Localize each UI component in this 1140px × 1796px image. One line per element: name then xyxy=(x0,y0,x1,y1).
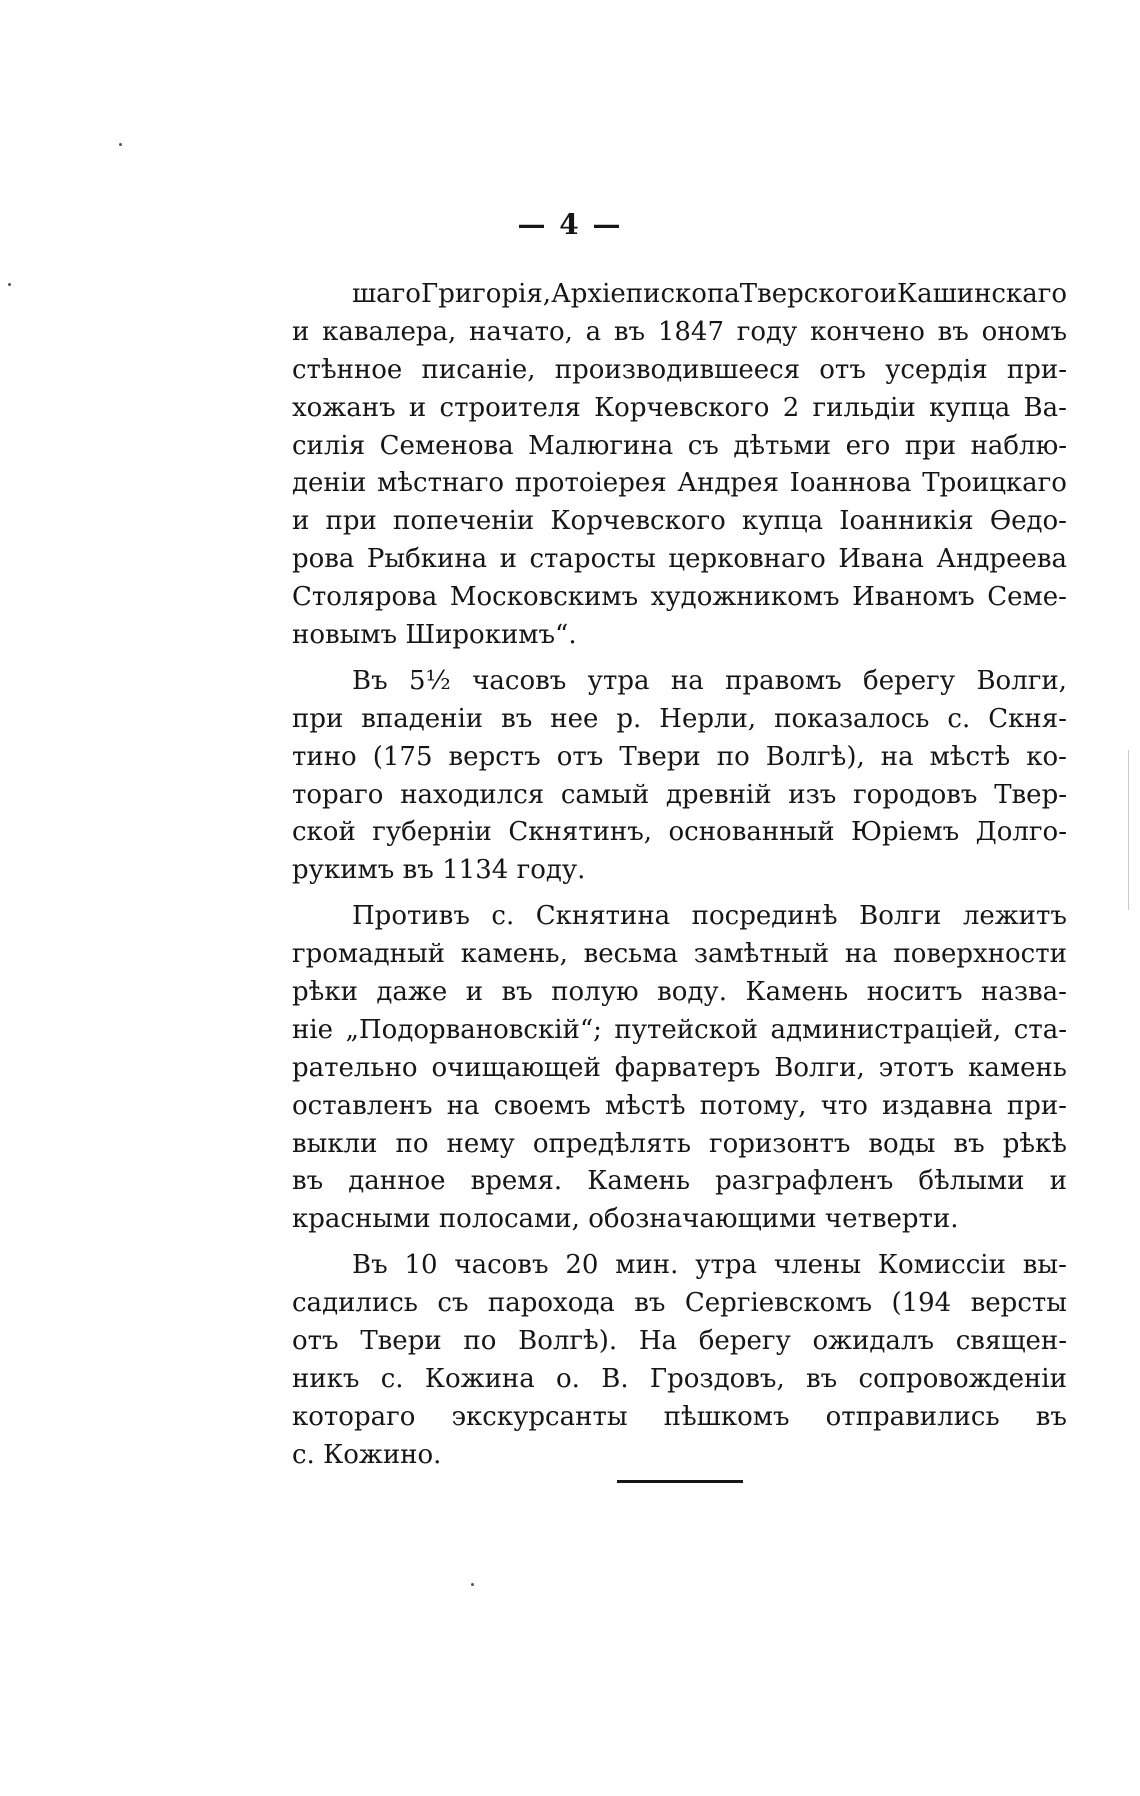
text-line xyxy=(292,936,1067,974)
word: красными xyxy=(292,1204,431,1235)
text-line xyxy=(292,974,1067,1012)
word: въ xyxy=(292,1166,324,1197)
word: отъ xyxy=(819,354,866,385)
word: ожидалъ xyxy=(812,1326,934,1357)
word: Въ xyxy=(352,1250,388,1281)
word: администраціей, xyxy=(770,1014,1002,1045)
text-line xyxy=(292,1361,1067,1399)
word: посрединѣ xyxy=(691,901,838,932)
word: и xyxy=(465,977,484,1008)
text-line xyxy=(292,814,1067,852)
word: Волги xyxy=(859,901,942,932)
word: Комиссіи xyxy=(877,1250,1006,1281)
text-line xyxy=(292,1163,1067,1201)
word: по xyxy=(395,1128,429,1159)
word: изъ xyxy=(788,779,837,810)
word: весьма xyxy=(583,939,679,970)
word: Семенова xyxy=(379,430,514,461)
word: и xyxy=(1049,1166,1067,1197)
word: ніе xyxy=(292,1014,334,1045)
word: древній xyxy=(665,779,772,810)
word: силія xyxy=(292,430,366,461)
word: полосами, xyxy=(438,1204,580,1235)
word: въ xyxy=(402,855,434,886)
word: и xyxy=(499,544,517,575)
word: поверхности xyxy=(893,939,1067,970)
word: на xyxy=(446,1090,480,1121)
scan-speck xyxy=(8,283,11,286)
word: церковнаго xyxy=(668,544,826,575)
text-line xyxy=(292,1201,1067,1239)
word: купца xyxy=(741,506,824,537)
word: вы- xyxy=(1022,1250,1067,1281)
word: Корчевского xyxy=(550,506,726,537)
word: 10 xyxy=(404,1250,438,1281)
word: Столярова xyxy=(292,582,438,613)
word: пѣшкомъ xyxy=(663,1401,790,1432)
word: впаденіи xyxy=(361,703,484,734)
word: лежитъ xyxy=(962,901,1067,932)
word: фарватеръ xyxy=(614,1052,761,1083)
text-line xyxy=(292,1050,1067,1088)
word: Нерли, xyxy=(659,703,757,734)
word: Кожина xyxy=(424,1363,535,1394)
word: Иваномъ xyxy=(852,582,975,613)
word: потому, xyxy=(699,1090,807,1121)
word: при- xyxy=(1006,354,1067,385)
word: Семе- xyxy=(987,582,1067,613)
text-line xyxy=(292,314,1067,352)
word: камень, xyxy=(460,939,568,970)
scan-speck xyxy=(471,1583,474,1586)
word: Андрея xyxy=(677,468,779,499)
word: правомъ xyxy=(725,665,842,696)
word: тораго xyxy=(292,779,384,810)
word: гильдіи xyxy=(812,392,916,423)
text-line xyxy=(292,503,1067,541)
text-line xyxy=(292,1285,1067,1323)
word: утра xyxy=(587,665,650,696)
word: Волги, xyxy=(976,665,1067,696)
text-line xyxy=(292,1323,1067,1361)
word: мин. xyxy=(615,1250,679,1281)
word: а xyxy=(585,316,602,347)
word: Рыбкина xyxy=(366,544,488,575)
word: рѣкѣ xyxy=(1002,1128,1067,1159)
word: Ѳедо- xyxy=(989,506,1067,537)
word: парохода xyxy=(487,1288,615,1319)
word: Архіепископа xyxy=(551,279,740,309)
word: р. xyxy=(616,703,642,734)
word: время. xyxy=(470,1166,563,1197)
word: часовъ xyxy=(454,1250,549,1281)
scan-edge-line xyxy=(1128,750,1129,910)
word: назва- xyxy=(980,977,1067,1008)
word: мѣстѣ xyxy=(604,1090,686,1121)
word: „Подорвановскій“; xyxy=(345,1014,602,1045)
word: городовъ xyxy=(853,779,978,810)
word: рова xyxy=(292,544,355,575)
word: бѣлыми xyxy=(918,1166,1025,1197)
word: этотъ xyxy=(878,1052,955,1083)
word: Твер- xyxy=(994,779,1067,810)
word: воды xyxy=(868,1128,936,1159)
word: издавна xyxy=(882,1090,993,1121)
word: кавалера, xyxy=(322,316,457,347)
word: ко- xyxy=(1026,741,1067,772)
word: Ва- xyxy=(1023,392,1067,423)
word: отправились xyxy=(825,1401,1000,1432)
word: при- xyxy=(1006,1090,1067,1121)
word: разграфленъ xyxy=(715,1166,894,1197)
scan-speck xyxy=(119,143,122,146)
word: съ xyxy=(687,430,719,461)
word: Малюгина xyxy=(528,430,674,461)
word: громадный xyxy=(292,939,446,970)
word: году. xyxy=(516,855,586,886)
word: въ xyxy=(806,1363,838,1394)
word: ской xyxy=(292,817,356,848)
word: рукимъ xyxy=(292,855,395,886)
word: въ xyxy=(1035,1401,1067,1432)
page-number: — 4 — xyxy=(517,208,623,241)
word: никъ xyxy=(292,1363,360,1394)
word: что xyxy=(820,1090,868,1121)
text-line xyxy=(292,739,1067,777)
word: Корчевского xyxy=(594,392,770,423)
word: данное xyxy=(348,1166,446,1197)
word: отъ xyxy=(292,1326,339,1357)
word: мѣстнаго xyxy=(377,468,505,499)
paragraph xyxy=(292,276,1067,655)
text-line xyxy=(292,1437,1067,1475)
paragraph-gap xyxy=(292,655,1067,663)
word: сопровожденіи xyxy=(858,1363,1067,1394)
word: художникомъ xyxy=(650,582,840,613)
text-line xyxy=(292,276,1067,314)
word: Противъ xyxy=(352,901,470,932)
word: нему xyxy=(446,1128,515,1159)
word: члены xyxy=(773,1250,862,1281)
word: кончено xyxy=(810,316,925,347)
word: Московскимъ xyxy=(449,582,639,613)
word: въ xyxy=(634,1288,666,1319)
word: с. xyxy=(380,1363,404,1394)
word: путейской xyxy=(614,1014,758,1045)
word: садились xyxy=(292,1288,418,1319)
word: очищающей xyxy=(431,1052,601,1083)
word: купца xyxy=(929,392,1011,423)
word: въ xyxy=(613,316,646,347)
word: году xyxy=(736,316,798,347)
word: съ xyxy=(437,1288,469,1319)
word: Іоаннова xyxy=(789,468,912,499)
text-line xyxy=(292,701,1067,739)
word: усердія xyxy=(885,354,988,385)
word: по xyxy=(463,1326,497,1357)
word: при xyxy=(904,430,957,461)
word: наблю- xyxy=(970,430,1067,461)
text-line xyxy=(292,898,1067,936)
text-line xyxy=(292,1126,1067,1164)
word: замѣтный xyxy=(693,939,830,970)
text-line xyxy=(292,1012,1067,1050)
paragraph-gap xyxy=(292,890,1067,898)
word: верстъ xyxy=(448,741,541,772)
word: строителя xyxy=(439,392,581,423)
text-line xyxy=(292,1247,1067,1285)
word: священ- xyxy=(955,1326,1067,1357)
word: экскурсанты xyxy=(451,1401,628,1432)
word: въ xyxy=(953,1128,985,1159)
text-line xyxy=(292,541,1067,579)
word: на xyxy=(844,939,878,970)
word: и xyxy=(879,279,897,309)
word: дѣтьми xyxy=(733,430,832,461)
text-line xyxy=(292,663,1067,701)
word: выкли xyxy=(292,1128,378,1159)
word: 20 xyxy=(565,1250,599,1281)
word: камень xyxy=(968,1052,1067,1083)
word: на xyxy=(670,665,704,696)
word: Сергіевскомъ xyxy=(684,1288,873,1319)
word: горизонтъ xyxy=(709,1128,851,1159)
word: часовъ xyxy=(472,665,567,696)
word: четверти. xyxy=(824,1204,959,1235)
word: старосты xyxy=(529,544,656,575)
word: Тверского xyxy=(739,279,880,309)
word: своемъ xyxy=(493,1090,591,1121)
word: Въ xyxy=(352,665,388,696)
word: (175 xyxy=(372,741,433,772)
word: новымъ xyxy=(292,620,398,651)
word: оставленъ xyxy=(292,1090,433,1121)
word: 1134 xyxy=(442,855,509,886)
word: Гроздовъ, xyxy=(649,1363,785,1394)
word: Волгѣ), xyxy=(765,741,865,772)
text-line xyxy=(292,617,1067,655)
word: рательно xyxy=(292,1052,418,1083)
paragraph xyxy=(292,898,1067,1239)
word: его xyxy=(845,430,891,461)
word: при xyxy=(325,506,377,537)
word: хожанъ xyxy=(292,392,396,423)
text-line xyxy=(292,428,1067,466)
word: находился xyxy=(400,779,545,810)
word: полую xyxy=(551,977,639,1008)
word: Волги, xyxy=(774,1052,865,1083)
word: Твери xyxy=(360,1326,442,1357)
word: даже xyxy=(376,977,448,1008)
word: Андреева xyxy=(936,544,1067,575)
word: утра xyxy=(695,1250,758,1281)
word: и xyxy=(292,506,310,537)
word: воду. xyxy=(657,977,727,1008)
word: Ивана xyxy=(838,544,924,575)
word: Григорія, xyxy=(420,279,552,309)
text-line xyxy=(292,1088,1067,1126)
word: Іоанникія xyxy=(839,506,974,537)
text-line xyxy=(292,852,1067,890)
word: писаніе, xyxy=(421,354,536,385)
word: 1847 xyxy=(657,316,724,347)
word: ономъ xyxy=(981,316,1067,347)
word: протоіерея xyxy=(514,468,667,499)
word: показалось xyxy=(774,703,930,734)
word: с. xyxy=(292,1439,315,1470)
word: тино xyxy=(292,741,357,772)
word: Волгѣ). xyxy=(518,1326,618,1357)
word: начато, xyxy=(469,316,573,347)
word: версты xyxy=(970,1288,1067,1319)
word: На xyxy=(638,1326,678,1357)
word: нее xyxy=(550,703,599,734)
paragraph-gap xyxy=(292,1239,1067,1247)
text-line xyxy=(292,1399,1067,1437)
word: с. xyxy=(491,901,515,932)
text-line xyxy=(292,777,1067,815)
word: по xyxy=(716,741,750,772)
word: Камень xyxy=(745,977,849,1008)
word: Долго- xyxy=(975,817,1067,848)
word: котораго xyxy=(292,1401,416,1432)
word: мѣстѣ xyxy=(929,741,1011,772)
word: Кашинскаго xyxy=(896,279,1067,309)
word: Широкимъ“. xyxy=(405,620,577,651)
text-line xyxy=(292,465,1067,503)
word: о. xyxy=(556,1363,580,1394)
word: обозначающими xyxy=(588,1204,817,1235)
word: рѣки xyxy=(292,977,358,1008)
word: и xyxy=(408,392,427,423)
word: стѣнное xyxy=(292,354,403,385)
word: опредѣлять xyxy=(532,1128,691,1159)
word: деніи xyxy=(292,468,367,499)
word: 5½ xyxy=(409,665,451,696)
word: производившееся xyxy=(554,354,801,385)
word: берегу xyxy=(698,1326,791,1357)
text-line xyxy=(292,579,1067,617)
word: с. xyxy=(947,703,971,734)
word: В. xyxy=(601,1363,629,1394)
word: Скнятинъ, xyxy=(508,817,653,848)
word: Кожино. xyxy=(323,1439,442,1470)
word: на xyxy=(880,741,914,772)
word: берегу xyxy=(863,665,956,696)
word: носитъ xyxy=(866,977,963,1008)
word: Камень xyxy=(587,1166,690,1197)
word: самый xyxy=(560,779,650,810)
word: Твери xyxy=(619,741,701,772)
word: Юріемъ xyxy=(851,817,960,848)
word: губерніи xyxy=(372,817,492,848)
word: Скня- xyxy=(988,703,1067,734)
word: шаго xyxy=(352,279,421,309)
paragraph xyxy=(292,663,1067,890)
text-line xyxy=(292,390,1067,428)
word: и xyxy=(292,316,310,347)
text-line xyxy=(292,352,1067,390)
word: отъ xyxy=(556,741,604,772)
body-text xyxy=(292,276,1067,1475)
word: Скнятина xyxy=(535,901,671,932)
word: 2 xyxy=(782,392,800,423)
word: Троицкаго xyxy=(922,468,1067,499)
word: (194 xyxy=(891,1288,952,1319)
word: въ xyxy=(501,977,533,1008)
end-rule xyxy=(617,1480,743,1483)
word: въ xyxy=(501,703,533,734)
word: основанный xyxy=(668,817,835,848)
word: ста- xyxy=(1013,1014,1067,1045)
word: въ xyxy=(937,316,969,347)
word: попеченіи xyxy=(393,506,535,537)
paragraph xyxy=(292,1247,1067,1474)
word: при xyxy=(292,703,344,734)
